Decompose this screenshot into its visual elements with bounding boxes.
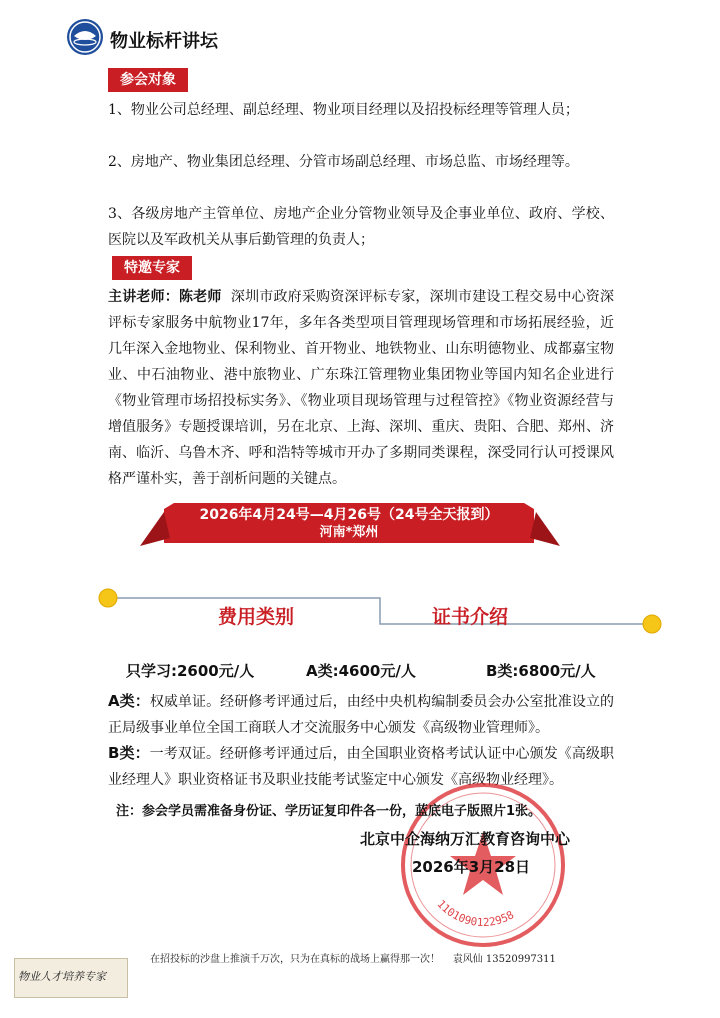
registration-note: 注：参会学员需准备身份证、学历证复印件各一份，蓝底电子版照片1张。 [116, 804, 542, 819]
expert-tag: 特邀专家 [112, 256, 192, 280]
fee-study-only: 只学习:2600元/人 [126, 662, 255, 680]
section-divider [96, 588, 666, 636]
cert-a-label: A类： [108, 692, 150, 710]
svg-text:1101090122958 [434, 897, 516, 929]
banner-dates: 2026年4月24号—4月26号（24号全天报到） [199, 507, 499, 523]
bottom-logo-text: 物业人才培养专家 [18, 970, 106, 983]
issue-date: 2026年3月28日 [412, 858, 531, 876]
footer-contact: 袁风仙 13520997311 [452, 954, 556, 965]
audience-tag: 参会对象 [108, 68, 188, 92]
issuer-org: 北京中企海纳万汇教育咨询中心 [360, 830, 571, 848]
seal-number: 1101090122958 [434, 897, 517, 930]
fees-heading: 费用类别 [218, 606, 295, 628]
brand-title: 物业标杆讲坛 [110, 31, 218, 52]
cert-b-label: B类： [108, 744, 150, 762]
audience-item-1: 1、物业公司总经理、副总经理、物业项目经理以及招投标经理等管理人员； [108, 102, 579, 118]
speaker-bio-text: 深圳市政府采购资深评标专家，深圳市建设工程交易中心资深评标专家服务中航物业17年，多年各类型项目管理现场管理和市场拓展经验，近几年深入金地物业、保利物业、首开物业、地铁物业、山东明德物业、成都嘉宝物业、中石油物业、港中旅物业、广东珠江管理物业集团物业等国内知名企业进行《物业管理市场招投标实务》、《物业项目现场管理与过程管控》《物业资源经营与增值服务》专题授课培训，另在北京、上海、深圳、重庆、贵阳、合肥、郑州、济南、临沂、乌鲁木齐、呼和浩特等城市开办了多期同类课程，深受同行认可授课风格严谨朴实，善于剖析问题的关键点。 [108, 289, 614, 487]
globe-logo-icon [66, 18, 104, 56]
audience-item-2: 2、房地产、物业集团总经理、分管市场副总经理、市场总监、市场经理等。 [108, 154, 579, 170]
cert-heading: 证书介绍 [432, 606, 509, 628]
fee-class-b: B类:6800元/人 [486, 662, 596, 680]
audience-item-3: 3、各级房地产主管单位、房地产企业分管物业领导及企事业单位、政府、学校、医院以及军政机关从事后勤管理的负责人； [108, 206, 614, 248]
footer-line [150, 950, 556, 965]
cert-a-text: 权威单证。经研修考评通过后，由经中央机构编制委员会办公室批准设立的正局级事业单位全国工商联人才交流服务中心颁发《高级物业管理师》。 [108, 694, 615, 736]
banner-location: 河南*郑州 [319, 525, 379, 540]
fee-class-a: A类:4600元/人 [306, 662, 416, 680]
speaker-label: 主讲老师：陈老师 [108, 289, 222, 305]
footer-slogan: 在招投标的沙盘上推演千万次，只为在真标的战场上赢得那一次！ [150, 954, 440, 965]
banner-text [164, 503, 534, 541]
expert-bio [108, 284, 614, 492]
cert-a [108, 688, 614, 741]
cert-b-text: 一考双证。经研修考评通过后，由全国职业资格考试认证中心颁发《高级职业经理人》职业资格证书及职业技能考试鉴定中心颁发《高级物业经理》。 [108, 746, 614, 788]
